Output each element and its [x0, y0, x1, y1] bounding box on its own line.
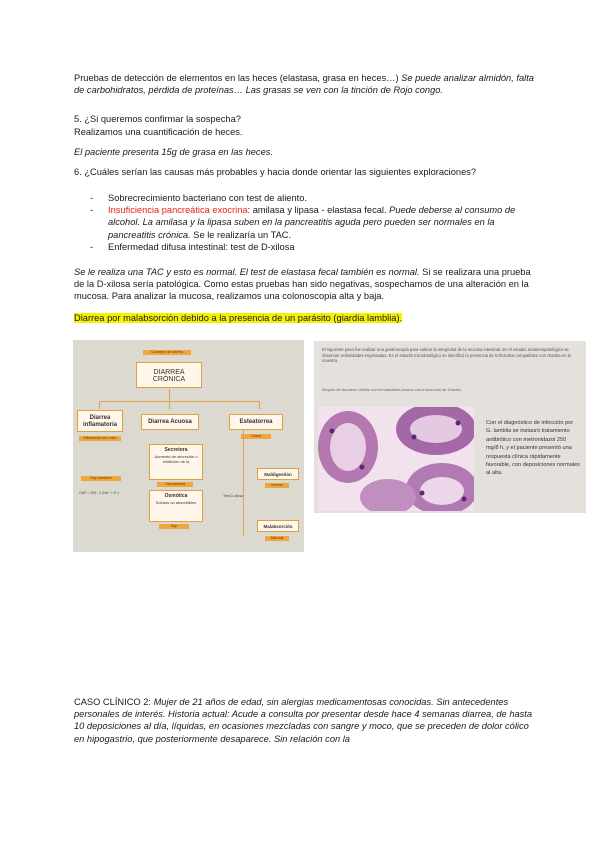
diagram-inflammatory: Diarrea inflamatoria [77, 410, 123, 432]
case-2-text: Mujer de 21 años de edad, sin alergias medicamentosas conocidas. Sin antecedentes personales de interés. Historia actual: Acude a consulta por presentar desde hace 4 semanas diarrea, de hasta 10 deposiciones al día, líquidas, en ocasiones mezcladas con sangre y moco, que se preceden de dolor cólico en hipogastrio, que posteriormente desaparece. Sin relación con la [74, 697, 533, 744]
case-2-label: CASO CLÍNICO 2: [74, 697, 154, 707]
diagram-watery: Diarrea Acuosa [141, 414, 199, 430]
histology-caption: Biopsia de duodeno teñida con hematoxilina-eosina con trofozoítos de Giardia. [322, 387, 462, 392]
histology-top-text: El siguiente paso fue realizar una gastroscopia para valorar la integridad de la mucosa intestinal. En el estudio anatomopatológico se observan vellosidades engrosadas. En el estudio microbiológico se identificó la presencia de trofozoítos compatibles con Giardia en la muestra. [322, 347, 571, 364]
case-2-paragraph [74, 696, 534, 745]
tac-paragraph [74, 266, 534, 303]
diagram-maldigestion-tag: Normal [265, 483, 289, 488]
diagram-malabsorption: Malabsorción [257, 520, 299, 532]
diagram-secretory [149, 444, 203, 480]
diarrhea-diagram-image [73, 340, 304, 552]
question-6: 6. ¿Cuáles serían las causas más probables y hacia donde orientar las siguientes exploraciones? [74, 167, 477, 177]
answer-5: Realizamos una cuantificación de heces. [74, 127, 243, 137]
diagnosis-highlight [74, 312, 534, 324]
bullet-text: Enfermedad difusa intestinal: test de D-xilosa [108, 241, 295, 252]
histology-micrograph [318, 407, 474, 511]
diagram-osmotic-desc: Solutos no absorbibles [155, 500, 197, 505]
diagram-formula: GAP = 290 - 2 (Na⁺ + K⁺) [79, 491, 120, 495]
fat-result: El paciente presenta 15g de grasa en las heces. [74, 147, 273, 157]
diagram-osmotic [149, 490, 203, 522]
intro-paragraph [74, 72, 534, 96]
bullet-tail-text: Se le realizaría un TAC. [190, 229, 292, 240]
highlighted-diagnosis: Diarrea por malabsorción debido a la presencia de un parásito (giardia lamblia). [74, 313, 403, 323]
diagram-secretory-tag: Osmolaridad [157, 482, 193, 487]
pancreatic-insufficiency-label: Insuficiencia pancreática exocrina [108, 205, 248, 216]
tac-italic-text: Se le realiza una TAC y esto es normal. El test de elastasa fecal también es normal. [74, 267, 420, 277]
diagram-steatorrhea-tag: Grasa [241, 434, 271, 439]
diagram-top-tag: Concepto de diarrea [143, 350, 191, 355]
diagram-root: DIARREA CRÓNICA [136, 362, 202, 388]
diagram-maldigestion: Maldigestión [257, 468, 299, 480]
list-item [74, 204, 534, 241]
list-item [74, 241, 534, 253]
list-item [74, 192, 534, 204]
bullet-text: Sobrecrecimiento bacteriano con test de aliento. [108, 193, 307, 203]
bullet-italic-text: Puede deberse al consumo de alcohol. La amilasa y la lipasa suben en la pancreatitis aguda pero pueden ser normales en la pancreatitis crónica. [108, 205, 516, 240]
diagram-osmotic-title: Osmótica [164, 493, 188, 499]
diagram-osmotic-tag: Gap [159, 524, 189, 529]
intro-italic-text: Se puede analizar almidón, falta de carbohidratos, pérdida de proteínas… Las grasas se ven con la tinción de Rojo congo. [74, 73, 534, 96]
histology-slide-image [314, 341, 586, 513]
causes-list [74, 192, 534, 253]
diagram-xylose: Test D-xilosa [223, 494, 244, 498]
diagram-secretory-desc: Aumento de secreción o inhibición de la [154, 454, 198, 464]
diagram-inflammatory-tag: Inflamación del colon [79, 436, 121, 441]
diagram-secretory-title: Secretora [164, 447, 188, 453]
question-5: 5. ¿Si queremos confirmar la sospecha? [74, 114, 241, 124]
histology-side-text: Con el diagnóstico de infección por G. lamblia se instauró tratamiento antibiótico con metronidazol 250 mg/8 h, y el paciente presentó una respuesta clínica rápidamente favorable, con deposiciones normales al alta. [486, 420, 580, 477]
tac-text: Si se realizara una prueba de la D-xilosa sería patológica. Como estas pruebas han sido negativas, sospechamos de una alteración en la mucosa. Para analizar la mucosa, realizamos una colonoscopia alta y baja. [74, 267, 531, 302]
diagram-malabsorption-tag: Alterada [265, 536, 289, 541]
intro-text: Pruebas de detección de elementos en las heces (elastasa, grasa en heces…) [74, 73, 402, 83]
bullet-text: : amilasa y lipasa - elastasa fecal. [247, 205, 390, 216]
diagram-steatorrhea: Esteatorrea [229, 414, 283, 430]
diagram-left-tag: Gap osmótico [81, 476, 121, 481]
